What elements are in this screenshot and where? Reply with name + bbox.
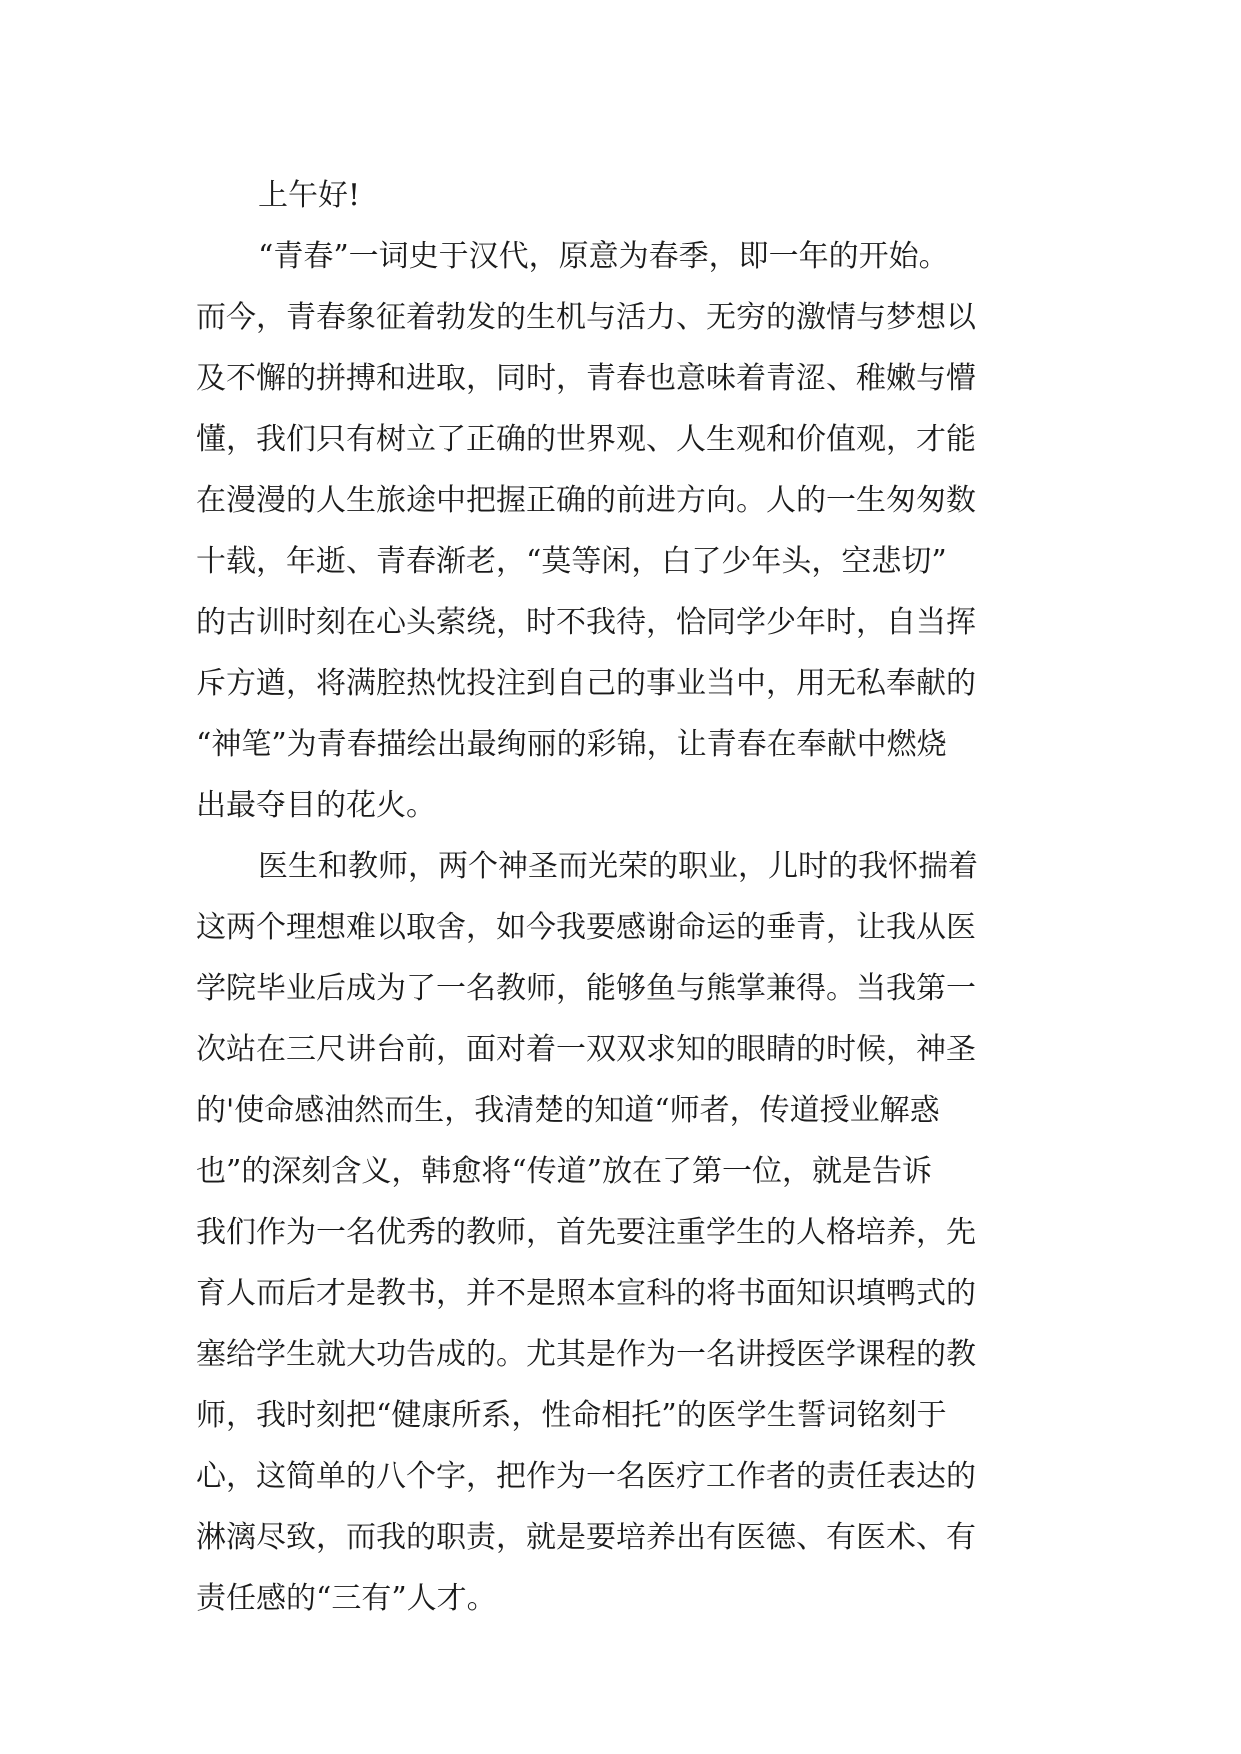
- paragraph-line: 而今，青春象征着勃发的生机与活力、无穷的激情与梦想以: [196, 300, 976, 335]
- paragraph-line: 学院毕业后成为了一名教师，能够鱼与熊掌兼得。当我第一: [196, 971, 976, 1006]
- paragraph-1: [196, 226, 1076, 836]
- paragraph-line: 育人而后才是教书，并不是照本宣科的将书面知识填鸭式的: [196, 1276, 976, 1311]
- paragraph-line: 出最夺目的花火。: [196, 788, 436, 823]
- paragraph-line: “神笔”为青春描绘出最绚丽的彩锦，让青春在奉献中燃烧: [196, 727, 947, 762]
- paragraph-line: 的'使命感油然而生，我清楚的知道“师者，传道授业解惑: [196, 1093, 940, 1128]
- paragraph-line: 塞给学生就大功告成的。尤其是作为一名讲授医学课程的教: [196, 1337, 976, 1372]
- paragraph-line: 斥方遒，将满腔热忱投注到自己的事业当中，用无私奉献的: [196, 666, 976, 701]
- paragraph-line: 在漫漫的人生旅途中把握正确的前进方向。人的一生匆匆数: [196, 483, 976, 518]
- paragraph-line: 心，这简单的八个字，把作为一名医疗工作者的责任表达的: [196, 1459, 976, 1494]
- paragraph-2: [196, 836, 1076, 1629]
- paragraph-line: 的古训时刻在心头萦绕，时不我待，恰同学少年时，自当挥: [196, 605, 976, 640]
- paragraph-line: 医生和教师，两个神圣而光荣的职业，儿时的我怀揣着: [258, 849, 978, 884]
- paragraph-line: “青春”一词史于汉代，原意为春季，即一年的开始。: [258, 239, 949, 274]
- paragraph-line: 师，我时刻把“健康所系，性命相托”的医学生誓词铭刻于: [196, 1398, 947, 1433]
- paragraph-line: 懂，我们只有树立了正确的世界观、人生观和价值观，才能: [196, 422, 976, 457]
- paragraph-line: 十载，年逝、青春渐老，“莫等闲，白了少年头，空悲切”: [196, 544, 947, 579]
- greeting-line: 上午好!: [258, 178, 361, 213]
- paragraph-line: 责任感的“三有”人才。: [196, 1581, 497, 1616]
- paragraph-line: 次站在三尺讲台前，面对着一双双求知的眼睛的时候，神圣: [196, 1032, 976, 1067]
- paragraph-line: 淋漓尽致，而我的职责，就是要培养出有医德、有医术、有: [196, 1520, 976, 1555]
- paragraph-line: 这两个理想难以取舍，如今我要感谢命运的垂青，让我从医: [196, 910, 976, 945]
- document-body: [196, 165, 1076, 1629]
- paragraph-line: 及不懈的拼搏和进取，同时，青春也意味着青涩、稚嫩与懵: [196, 361, 976, 396]
- paragraph-line: 也”的深刻含义，韩愈将“传道”放在了第一位，就是告诉: [196, 1154, 933, 1189]
- paragraph-line: 我们作为一名优秀的教师，首先要注重学生的人格培养，先: [196, 1215, 976, 1250]
